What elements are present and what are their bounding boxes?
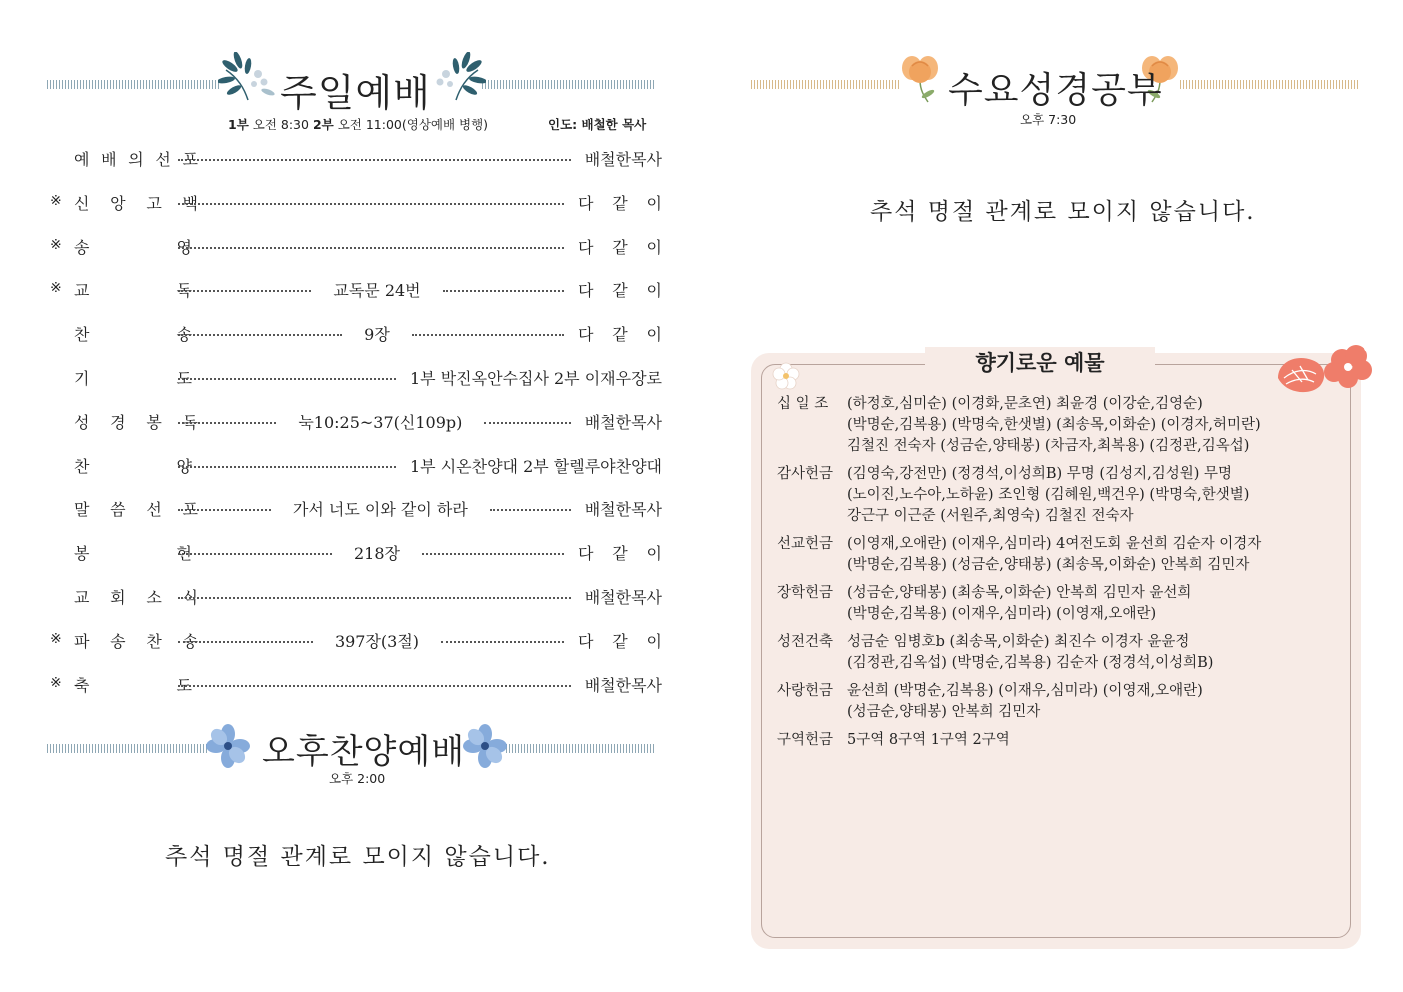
afternoon-service-title: 오후찬양예배 xyxy=(262,732,466,772)
order-row xyxy=(50,497,662,521)
blue-flower-icon xyxy=(206,724,250,768)
offering-donors-line: (성금순,양태봉) 안복희 김민자 xyxy=(847,704,1041,720)
required-mark: ※ xyxy=(50,675,62,691)
dotted-leader xyxy=(443,290,564,292)
header-rule-left-a xyxy=(47,80,219,89)
order-item-label: 교 회 소 식 xyxy=(74,588,198,607)
order-row xyxy=(50,410,662,434)
offering-category: 감사헌금 xyxy=(777,466,834,482)
dotted-leader xyxy=(178,290,311,292)
page-title-wednesday: 수요성경공부 xyxy=(948,70,1163,111)
order-item-detail: 397장(3절) xyxy=(334,632,420,651)
order-item-leader: 배철한목사 xyxy=(584,413,662,432)
leaf-ornament-icon xyxy=(428,52,486,104)
coral-flower-icon xyxy=(1272,340,1372,398)
dotted-leader xyxy=(178,509,271,511)
order-item-detail: 9장 xyxy=(364,325,390,344)
order-row xyxy=(50,147,662,171)
dotted-leader xyxy=(490,509,571,511)
offering-donors-line: (성금순,양태봉) (최송목,이화순) 안복희 김민자 윤선희 xyxy=(847,585,1192,601)
offering-category: 선교헌금 xyxy=(777,536,834,552)
dotted-leader xyxy=(178,553,332,555)
order-row xyxy=(50,673,662,697)
order-item-label: 성 경 봉 독 xyxy=(74,413,198,432)
dotted-leader xyxy=(178,685,571,687)
order-item-label: 기 도 xyxy=(74,369,192,388)
service-times xyxy=(228,115,488,133)
order-row xyxy=(50,629,662,653)
dotted-leader xyxy=(178,247,564,249)
offering-donors-line: (하정호,심미순) (이경화,문초연) 최윤경 (이강순,김영순) xyxy=(847,396,1203,412)
offering-donors-line: (박명순,김복용) (성금순,양태봉) (최송목,이화순) 안복희 김민자 xyxy=(847,557,1250,573)
offering-category: 장학헌금 xyxy=(777,585,834,601)
order-row xyxy=(50,191,662,215)
offering-donors-line: 김철진 전숙자 (성금순,양태봉) (차금자,최복용) (김정관,김옥섭) xyxy=(847,438,1250,454)
dotted-leader xyxy=(441,641,564,643)
order-item-label: 찬 송 xyxy=(74,325,192,344)
header-rule-right-a xyxy=(751,80,899,89)
order-item-leader: 1부 박진옥안수집사 2부 이재우장로 xyxy=(409,369,662,388)
order-item-leader: 다 같 이 xyxy=(578,281,662,300)
wednesday-time: 오후 7:30 xyxy=(1020,112,1077,127)
dotted-leader xyxy=(178,378,396,380)
header-rule-left-b xyxy=(482,80,656,89)
dotted-leader xyxy=(178,422,276,424)
order-item-leader: 다 같 이 xyxy=(578,238,662,257)
order-item-label: 신 앙 고 백 xyxy=(74,194,198,213)
order-item-leader: 배철한목사 xyxy=(584,500,662,519)
order-row xyxy=(50,454,662,478)
order-row xyxy=(50,322,662,346)
order-item-detail: 교독문 24번 xyxy=(333,281,421,300)
offering-donors-line: (이영재,오애란) (이재우,심미라) 4여전도회 윤선희 김순자 이경자 xyxy=(847,536,1262,552)
dotted-leader xyxy=(178,597,571,599)
required-mark: ※ xyxy=(50,193,62,209)
order-row xyxy=(50,366,662,390)
dotted-leader xyxy=(178,334,342,336)
wednesday-notice: 추석 명절 관계로 모이지 않습니다. xyxy=(870,199,1256,225)
order-item-leader: 배철한목사 xyxy=(584,676,662,695)
afternoon-notice: 추석 명절 관계로 모이지 않습니다. xyxy=(165,844,551,870)
order-item-detail: 218장 xyxy=(354,544,400,563)
offering-category: 사랑헌금 xyxy=(777,683,834,699)
required-mark: ※ xyxy=(50,280,62,296)
order-item-detail: 가서 너도 이와 같이 하라 xyxy=(292,500,468,519)
order-item-label: 교 독 xyxy=(74,281,192,300)
required-mark: ※ xyxy=(50,631,62,647)
part2-label: 2부 xyxy=(312,117,334,132)
offering-donors-line: 윤선희 (박명순,김복용) (이재우,심미라) (이영재,오애란) xyxy=(847,683,1203,699)
order-item-leader: 다 같 이 xyxy=(578,544,662,563)
offering-donors-line: (박명순,김복용) (박명숙,한샛별) (최송목,이화순) (이경자,허미란) xyxy=(847,417,1261,433)
blue-flower-icon xyxy=(463,724,507,768)
order-item-label: 예 배 의 선 포 xyxy=(74,150,198,169)
leaf-ornament-icon xyxy=(218,52,276,104)
order-item-label: 봉 헌 xyxy=(74,544,192,563)
order-row xyxy=(50,585,662,609)
order-item-label: 축 도 xyxy=(74,676,192,695)
dotted-leader xyxy=(178,641,313,643)
order-item-leader: 배철한목사 xyxy=(584,588,662,607)
offering-donors-line: (김정관,김옥섭) (박명순,김복용) 김순자 (정경석,이성희B) xyxy=(847,655,1214,671)
offering-category: 구역헌금 xyxy=(777,732,834,748)
offering-donors-line: 성금순 임병호b (최송목,이화순) 최진수 이경자 윤윤정 xyxy=(847,634,1190,650)
orange-flower-icon xyxy=(898,50,944,104)
order-item-leader: 다 같 이 xyxy=(578,325,662,344)
dotted-leader xyxy=(484,422,570,424)
order-item-leader: 1부 시온찬양대 2부 할렐루야찬양대 xyxy=(409,457,662,476)
offering-donors-line: 강근구 이근준 (서원주,최영숙) 김철진 전숙자 xyxy=(847,508,1134,524)
dotted-leader xyxy=(178,203,564,205)
order-item-label: 송 영 xyxy=(74,238,192,257)
offering-donors-line: (김영숙,강전만) (정경석,이성희B) 무명 (김성지,김성원) 무명 xyxy=(847,466,1233,482)
order-item-label: 말 씀 선 포 xyxy=(74,500,198,519)
offering-category: 성전건축 xyxy=(777,634,834,650)
white-flower-icon xyxy=(772,362,800,390)
header-rule-afternoon-b xyxy=(506,744,656,753)
required-mark: ※ xyxy=(50,237,62,253)
dotted-leader xyxy=(178,159,571,161)
page-title-sunday: 주일예배 xyxy=(280,71,431,115)
header-rule-right-b xyxy=(1180,80,1360,89)
dotted-leader xyxy=(178,466,396,468)
order-item-label: 파 송 찬 송 xyxy=(74,632,198,651)
order-item-label: 찬 양 xyxy=(74,457,192,476)
dotted-leader xyxy=(412,334,564,336)
service-leader: 인도: 배철한 목사 xyxy=(548,117,647,132)
order-item-leader: 다 같 이 xyxy=(578,194,662,213)
offering-donors-line: (노이진,노수아,노하윤) 조인형 (김혜원,백건우) (박명숙,한샛별) xyxy=(847,487,1250,503)
dotted-leader xyxy=(422,553,564,555)
afternoon-service-time: 오후 2:00 xyxy=(329,771,386,786)
part2-time: 오전 11:00(영상예배 병행) xyxy=(337,117,489,132)
offering-donors-line: (박명순,김복용) (이재우,심미라) (이영재,오애란) xyxy=(847,606,1157,622)
offering-category: 십 일 조 xyxy=(777,396,829,412)
offering-donors-line: 5구역 8구역 1구역 2구역 xyxy=(847,732,1010,748)
order-row xyxy=(50,235,662,259)
order-item-detail: 눅10:25~37(신109p) xyxy=(298,413,463,432)
order-row xyxy=(50,541,662,565)
order-row xyxy=(50,278,662,302)
part1-time: 오전 8:30 xyxy=(252,117,309,132)
header-rule-afternoon-a xyxy=(47,744,207,753)
order-item-leader: 다 같 이 xyxy=(578,632,662,651)
offerings-title: 향기로운 예물 xyxy=(925,347,1155,379)
part1-label: 1부 xyxy=(228,117,249,132)
order-item-leader: 배철한목사 xyxy=(584,150,662,169)
